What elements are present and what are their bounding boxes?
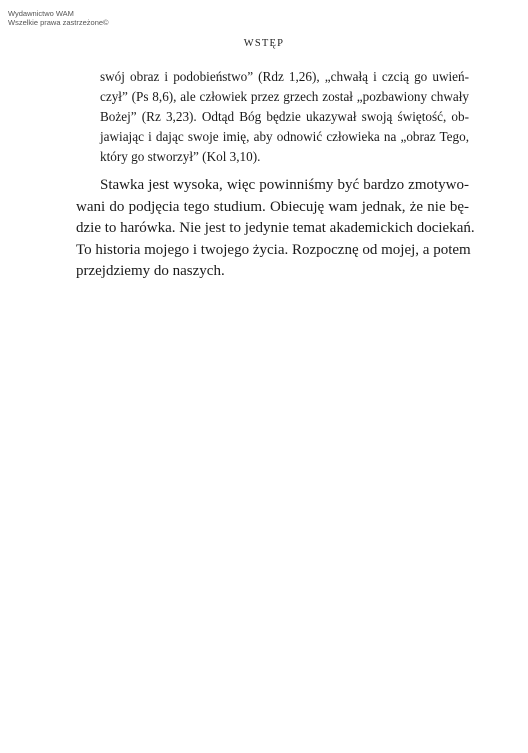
quote-line: jawiając i dając swoje imię, aby odnowić człowieka na „obraz Tego,: [100, 129, 469, 144]
paragraph-line: dzie to harówka. Nie jest to jedynie temat akademickich dociekań.: [76, 220, 475, 237]
quote-block: [100, 67, 469, 167]
quote-line: który go stworzył” (Kol 3,10).: [100, 149, 261, 164]
paragraph-line: Stawka jest wysoka, więc powinniśmy być bardzo zmotywo-: [100, 177, 469, 193]
paragraph-line: przejdziemy do naszych.: [76, 263, 225, 280]
watermark-publisher: Wydawnictwo WAM: [8, 9, 74, 18]
body-paragraph: [76, 175, 475, 283]
watermark-copyright: Wszelkie prawa zastrzeżone©: [8, 18, 109, 27]
paragraph-line: wani do podjęcia tego studium. Obiecuję wam jednak, że nie bę-: [76, 198, 469, 215]
quote-line: czył” (Ps 8,6), ale człowiek przez grzech został „pozbawiony chwały: [100, 89, 469, 104]
paragraph-line: To historia mojego i twojego życia. Rozpocznę od mojej, a potem: [76, 241, 471, 258]
publisher-watermark: [8, 9, 109, 27]
quote-line: Bożej” (Rz 3,23). Odtąd Bóg będzie ukazywał swoją świętość, ob-: [100, 109, 469, 124]
quote-line: swój obraz i podobieństwo” (Rdz 1,26), „chwałą i czcią go uwień-: [100, 69, 469, 84]
running-head: WSTĘP: [243, 38, 285, 49]
